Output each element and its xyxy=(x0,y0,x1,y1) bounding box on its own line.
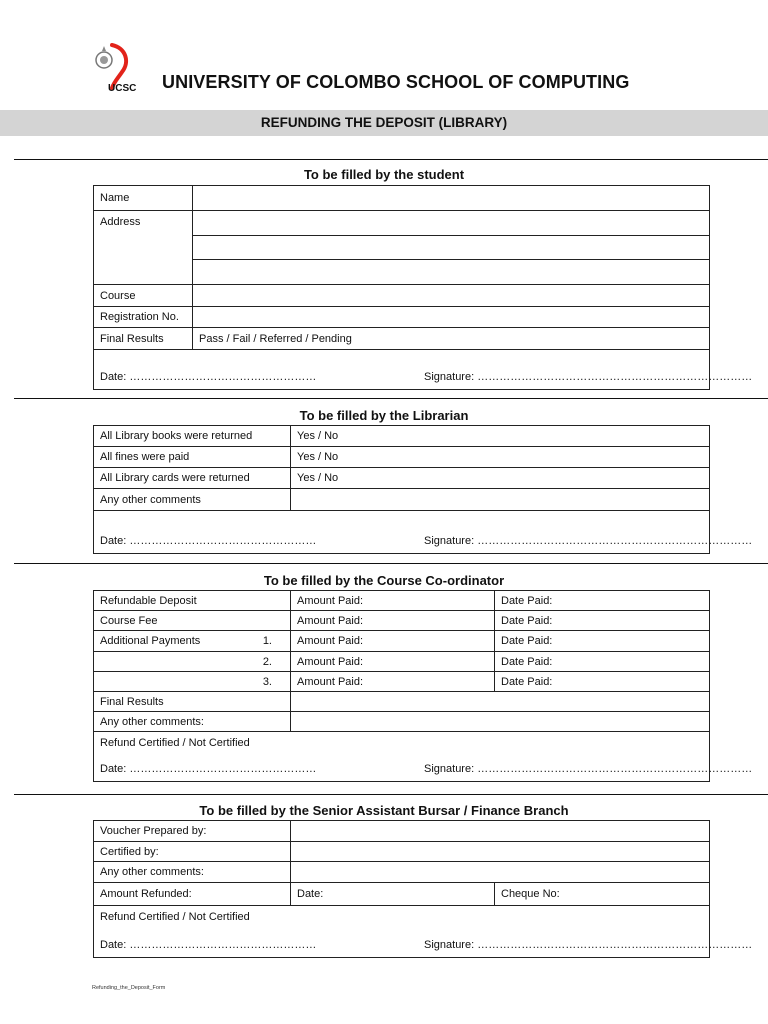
coordinator-signature-field[interactable]: Signature: ………………………………………………………………… xyxy=(424,763,753,775)
form-title-bar xyxy=(0,110,768,136)
refundable-amount-paid[interactable]: Amount Paid: xyxy=(291,591,495,611)
course-fee-date-paid[interactable]: Date Paid: xyxy=(495,611,710,631)
address-line-1[interactable] xyxy=(193,211,710,236)
coordinator-refund-certified[interactable]: Refund Certified / Not Certified xyxy=(100,737,250,749)
bursar-comments-field[interactable] xyxy=(291,862,710,883)
student-date-field[interactable]: Date: …………………………………………… xyxy=(100,371,317,383)
cards-returned-label: All Library cards were returned xyxy=(94,468,291,489)
coordinator-final-results-label: Final Results xyxy=(94,692,291,712)
coordinator-final-results-field[interactable] xyxy=(291,692,710,712)
university-name: UNIVERSITY OF COLOMBO SCHOOL OF COMPUTING xyxy=(162,72,630,92)
certified-by-label: Certified by: xyxy=(94,842,291,862)
additional-2-date-paid[interactable]: Date Paid: xyxy=(495,652,710,672)
coordinator-section-heading: To be filled by the Course Co-ordinator xyxy=(263,573,505,588)
form-title: REFUNDING THE DEPOSIT (LIBRARY) xyxy=(260,115,508,130)
librarian-signature-field[interactable]: Signature: ………………………………………………………………… xyxy=(424,535,753,547)
additional-1-amount-paid[interactable]: Amount Paid: xyxy=(291,631,495,652)
ucsc-logo xyxy=(92,42,148,94)
logo-text: UCSC xyxy=(108,83,137,94)
course-fee-amount-paid[interactable]: Amount Paid: xyxy=(291,611,495,631)
final-results-label: Final Results xyxy=(94,328,193,350)
voucher-label: Voucher Prepared by: xyxy=(94,821,291,842)
registration-field[interactable] xyxy=(193,307,710,328)
course-field[interactable] xyxy=(193,285,710,307)
bursar-refund-certified[interactable]: Refund Certified / Not Certified xyxy=(100,911,250,923)
payment-number-1: 1. xyxy=(262,635,272,647)
payment-number-2: 2. xyxy=(94,652,291,672)
voucher-field[interactable] xyxy=(291,821,710,842)
footer-filename: Refunding_the_Deposit_Form xyxy=(92,985,166,991)
coordinator-comments-field[interactable] xyxy=(291,712,710,732)
refundable-date-paid[interactable]: Date Paid: xyxy=(495,591,710,611)
refund-date-field[interactable]: Date: xyxy=(291,883,495,906)
course-label: Course xyxy=(94,285,193,307)
coordinator-comments-label: Any other comments: xyxy=(94,712,291,732)
books-returned-value[interactable]: Yes / No xyxy=(291,426,710,447)
coordinator-table xyxy=(93,590,753,782)
student-section-heading: To be filled by the student xyxy=(303,167,465,182)
section-divider xyxy=(14,563,768,564)
librarian-comments-field[interactable] xyxy=(291,489,710,511)
librarian-section-heading: To be filled by the Librarian xyxy=(299,408,469,423)
student-table xyxy=(93,185,753,390)
bursar-signature-row xyxy=(94,906,753,958)
books-returned-label: All Library books were returned xyxy=(94,426,291,447)
payment-number-3: 3. xyxy=(94,672,291,692)
certified-by-field[interactable] xyxy=(291,842,710,862)
librarian-table xyxy=(93,425,753,554)
final-results-options[interactable]: Pass / Fail / Referred / Pending xyxy=(193,328,710,350)
cards-returned-value[interactable]: Yes / No xyxy=(291,468,710,489)
fines-paid-value[interactable]: Yes / No xyxy=(291,447,710,468)
section-divider xyxy=(14,794,768,795)
address-label: Address xyxy=(94,211,193,285)
bursar-comments-label: Any other comments: xyxy=(94,862,291,883)
name-label: Name xyxy=(94,186,193,211)
fines-paid-label: All fines were paid xyxy=(94,447,291,468)
crest-icon xyxy=(96,46,112,68)
amount-refunded-label: Amount Refunded: xyxy=(94,883,291,906)
bursar-table xyxy=(93,820,753,958)
librarian-signature-row xyxy=(94,511,753,554)
bursar-date-field[interactable]: Date: …………………………………………… xyxy=(100,939,317,951)
coordinator-signature-row xyxy=(94,732,753,782)
student-signature-field[interactable]: Signature: ………………………………………………………………… xyxy=(424,371,753,383)
section-divider xyxy=(14,398,768,399)
additional-payments-label xyxy=(94,631,291,652)
additional-1-date-paid[interactable]: Date Paid: xyxy=(495,631,710,652)
bursar-section-heading: To be filled by the Senior Assistant Bursar / Finance Branch xyxy=(199,803,569,818)
student-signature-row xyxy=(94,350,753,390)
additional-3-date-paid[interactable]: Date Paid: xyxy=(495,672,710,692)
additional-payments-text: Additional Payments xyxy=(100,635,201,647)
additional-3-amount-paid[interactable]: Amount Paid: xyxy=(291,672,495,692)
additional-2-amount-paid[interactable]: Amount Paid: xyxy=(291,652,495,672)
address-line-3[interactable] xyxy=(193,260,710,285)
librarian-comments-label: Any other comments xyxy=(94,489,291,511)
address-line-2[interactable] xyxy=(193,236,710,260)
coordinator-date-field[interactable]: Date: …………………………………………… xyxy=(100,763,317,775)
cheque-no-field[interactable]: Cheque No: xyxy=(495,883,710,906)
refundable-deposit-label: Refundable Deposit xyxy=(94,591,291,611)
name-field[interactable] xyxy=(193,186,710,211)
section-divider xyxy=(14,159,768,160)
bursar-signature-field[interactable]: Signature: ………………………………………………………………… xyxy=(424,939,753,951)
librarian-date-field[interactable]: Date: …………………………………………… xyxy=(100,535,317,547)
course-fee-label: Course Fee xyxy=(94,611,291,631)
registration-label: Registration No. xyxy=(94,307,193,328)
